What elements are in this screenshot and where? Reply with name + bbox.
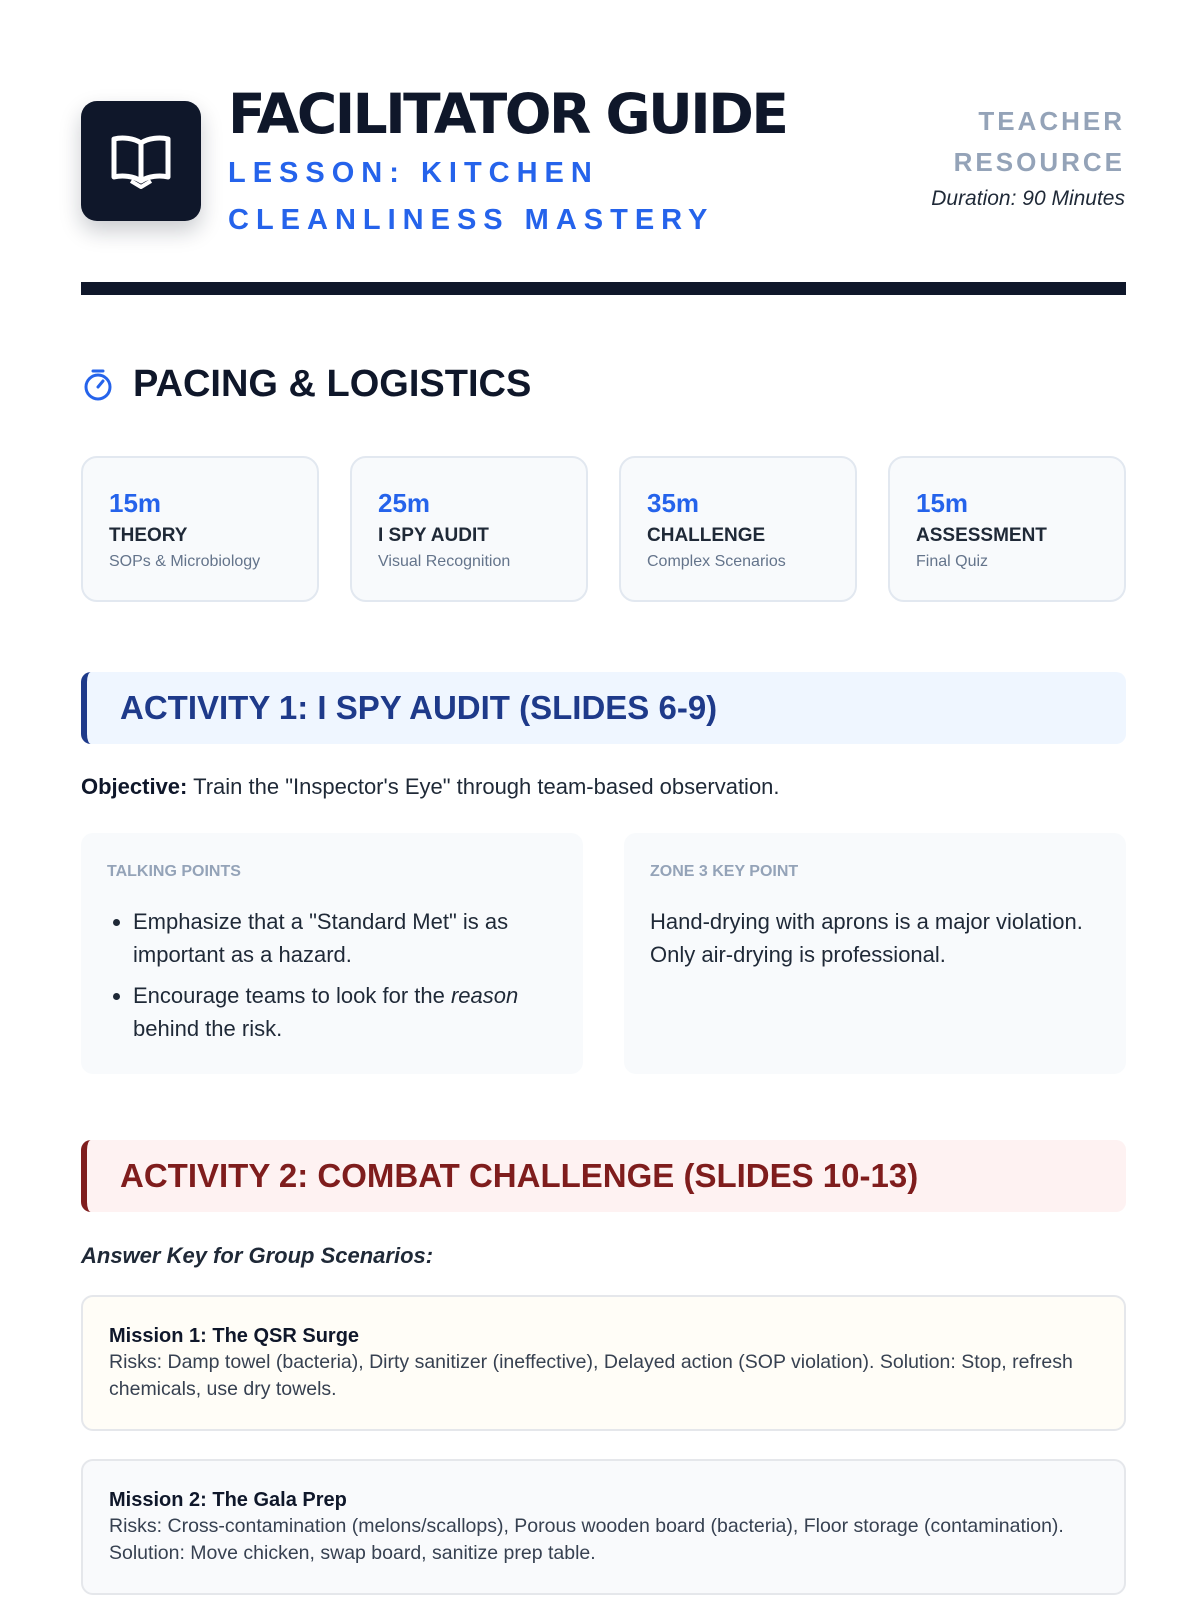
zone-3-key-point-box (624, 833, 1126, 1074)
zone-3-heading: ZONE 3 KEY POINT (650, 863, 799, 880)
activity-2-banner (81, 1140, 1126, 1212)
talking-points-heading: TALKING POINTS (107, 863, 241, 880)
pacing-minutes: 15m (916, 488, 969, 518)
mission-text: Risks: Cross-contamination (melons/scallops), Porous wooden board (bacteria), Floor storage (contamination). Solution: Move chicken, swap board, sanitize prep table. (109, 1515, 1064, 1564)
pacing-subtext: Complex Scenarios (647, 553, 786, 570)
pacing-label: THEORY (109, 525, 188, 546)
objective-text: Train the "Inspector's Eye" through team-based observation. (193, 774, 780, 799)
stopwatch-icon (81, 368, 115, 402)
mission-text: Risks: Damp towel (bacteria), Dirty sanitizer (ineffective), Delayed action (SOP violation). Solution: Stop, refresh chemicals, use dry towels. (109, 1351, 1073, 1400)
activity-2-title: ACTIVITY 2: COMBAT CHALLENGE (SLIDES 10-13) (120, 1157, 919, 1194)
pacing-card-assessment (888, 456, 1126, 602)
pacing-card-theory (81, 456, 319, 602)
pacing-minutes: 25m (378, 488, 431, 518)
pacing-label: I SPY AUDIT (378, 525, 489, 546)
talking-point-text: behind the risk. (133, 1016, 283, 1041)
talking-point-text: Encourage teams to look for the (133, 983, 451, 1008)
pacing-cards (81, 456, 1126, 602)
mission-card (81, 1459, 1126, 1595)
talking-points-box (81, 833, 583, 1074)
talking-points-list (107, 905, 557, 1045)
mission-title: Mission 2: The Gala Prep (109, 1489, 347, 1511)
pacing-minutes: 35m (647, 488, 700, 518)
activity-1-objective (81, 774, 780, 800)
pacing-minutes: 15m (109, 488, 162, 518)
pacing-card-challenge (619, 456, 857, 602)
talking-point-emphasis: reason (450, 983, 519, 1008)
mission-title: Mission 1: The QSR Surge (109, 1325, 360, 1347)
pacing-subtext: Visual Recognition (378, 553, 511, 570)
teacher-resource-label: TEACHER RESOURCE (953, 106, 1125, 177)
objective-label: Objective: (81, 774, 188, 799)
activity-1-banner (81, 672, 1126, 744)
pacing-section-header (81, 363, 531, 406)
activity-1-title: ACTIVITY 1: I SPY AUDIT (SLIDES 6-9) (120, 689, 718, 726)
header-divider (81, 282, 1126, 295)
mission-card (81, 1295, 1126, 1431)
pacing-subtext: SOPs & Microbiology (109, 553, 261, 570)
answer-key-heading: Answer Key for Group Scenarios: (81, 1243, 434, 1268)
pacing-subtext: Final Quiz (916, 553, 989, 570)
talking-point (133, 979, 557, 1045)
lesson-subtitle: LESSON: KITCHEN CLEANLINESS MASTERY (228, 157, 715, 236)
page-title: FACILITATOR GUIDE (228, 82, 787, 146)
duration-text: Duration: 90 Minutes (931, 187, 1125, 210)
talking-point: • Emphasize that a "Standard Met" is as important as a hazard. (133, 905, 557, 971)
zone-3-text: Hand-drying with aprons is a major violation. Only air-drying is professional. (650, 909, 1083, 967)
pacing-section-title: PACING & LOGISTICS (133, 363, 532, 405)
pacing-label: ASSESSMENT (916, 525, 1047, 546)
pacing-card-i-spy-audit (350, 456, 588, 602)
open-book-icon (81, 101, 201, 221)
pacing-label: CHALLENGE (647, 525, 766, 546)
